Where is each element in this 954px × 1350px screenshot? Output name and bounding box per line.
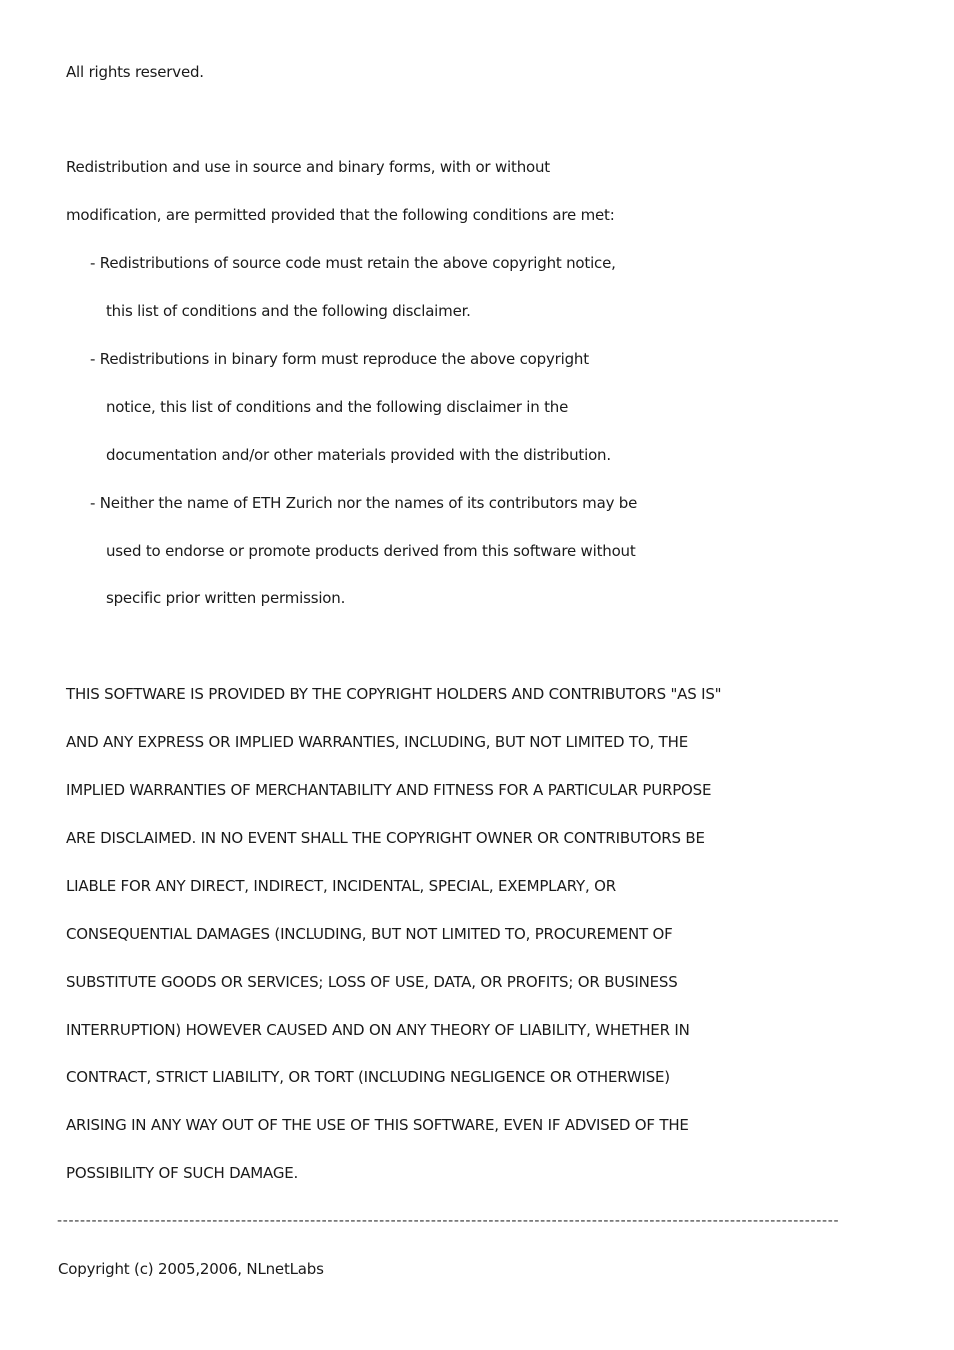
condition-continuation-line: documentation and/or other materials provided with the distribution. xyxy=(106,446,611,464)
disclaimer-line: IMPLIED WARRANTIES OF MERCHANTABILITY AND FITNESS FOR A PARTICULAR PURPOSE xyxy=(66,781,712,799)
disclaimer-line: AND ANY EXPRESS OR IMPLIED WARRANTIES, INCLUDING, BUT NOT LIMITED TO, THE xyxy=(66,733,688,751)
disclaimer-line: INTERRUPTION) HOWEVER CAUSED AND ON ANY THEORY OF LIABILITY, WHETHER IN xyxy=(66,1021,690,1039)
intro-line: Redistribution and use in source and binary forms, with or without xyxy=(66,158,550,176)
disclaimer-line: THIS SOFTWARE IS PROVIDED BY THE COPYRIGHT HOLDERS AND CONTRIBUTORS "AS IS" xyxy=(66,685,722,703)
condition-line: - Neither the name of ETH Zurich nor the names of its contributors may be xyxy=(90,494,638,512)
disclaimer-line: POSSIBILITY OF SUCH DAMAGE. xyxy=(66,1164,299,1182)
disclaimer-line: CONSEQUENTIAL DAMAGES (INCLUDING, BUT NOT LIMITED TO, PROCUREMENT OF xyxy=(66,925,673,943)
disclaimer-line: ARE DISCLAIMED. IN NO EVENT SHALL THE COPYRIGHT OWNER OR CONTRIBUTORS BE xyxy=(66,829,705,847)
rights-reserved-line: All rights reserved. xyxy=(66,63,204,81)
section-separator: ---------------------------------------------------------------------------------------------------------------------------------------- xyxy=(57,1213,840,1229)
condition-continuation-line: used to endorse or promote products derived from this software without xyxy=(106,542,636,560)
intro-line: modification, are permitted provided that the following conditions are met: xyxy=(66,206,615,224)
condition-line: - Redistributions of source code must retain the above copyright notice, xyxy=(90,254,616,272)
next-copyright-line: Copyright (c) 2005,2006, NLnetLabs xyxy=(58,1260,324,1278)
disclaimer-line: SUBSTITUTE GOODS OR SERVICES; LOSS OF USE, DATA, OR PROFITS; OR BUSINESS xyxy=(66,973,678,991)
disclaimer-line: CONTRACT, STRICT LIABILITY, OR TORT (INCLUDING NEGLIGENCE OR OTHERWISE) xyxy=(66,1068,670,1086)
condition-continuation-line: notice, this list of conditions and the following disclaimer in the xyxy=(106,398,569,416)
disclaimer-line: LIABLE FOR ANY DIRECT, INDIRECT, INCIDENTAL, SPECIAL, EXEMPLARY, OR xyxy=(66,877,616,895)
condition-continuation-line: specific prior written permission. xyxy=(106,589,346,607)
condition-line: - Redistributions in binary form must reproduce the above copyright xyxy=(90,350,589,368)
condition-continuation-line: this list of conditions and the following disclaimer. xyxy=(106,302,471,320)
disclaimer-line: ARISING IN ANY WAY OUT OF THE USE OF THIS SOFTWARE, EVEN IF ADVISED OF THE xyxy=(66,1116,689,1134)
